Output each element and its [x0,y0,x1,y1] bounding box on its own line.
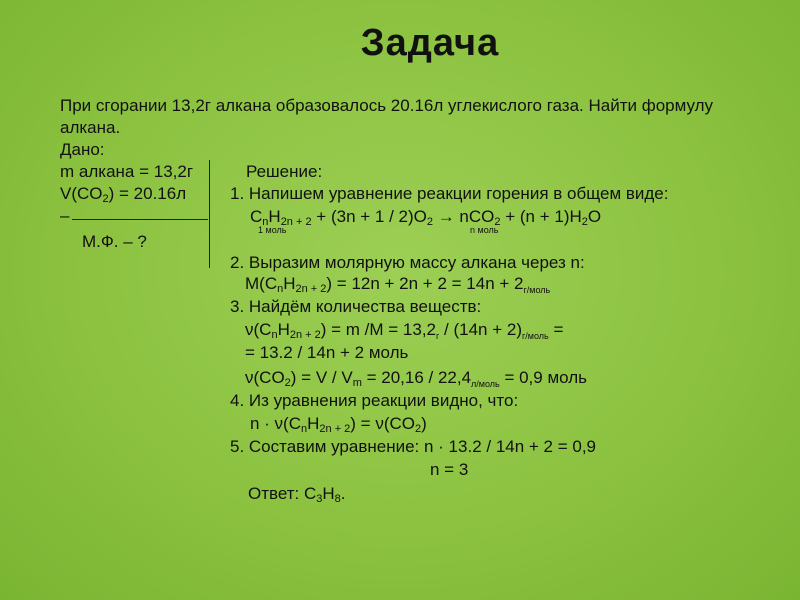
given-divider [209,160,210,268]
given-underline [72,219,208,220]
step-4: 4. Из уравнения реакции видно, что: [230,391,519,410]
step-3: 3. Найдём количества веществ: [230,297,482,316]
equation-ratio: $n \cdot \nu(C_nH_{2n + 2}) = \nu(CO_2)$ [250,414,427,435]
step-5: 5. Составим уравнение: n · 13.2 / 14n + 2 = 0,9 [230,437,597,456]
step-1: 1. Напишем уравнение реакции горения в общем виде: [230,184,669,203]
solution-label: Решение: [246,162,323,181]
equation-underlabel-left: 1 моль [258,225,287,235]
given-mass: m алкана = 13,2г [60,162,194,181]
given-label: Дано: [60,140,105,159]
problem-line-1: При сгорании 13,2г алкана образовалось 20.16л углекислого газа. Найти формулу [60,96,714,115]
given-dash: – [60,206,70,225]
equation-combustion: $C_nH_{2n + 2} + (3n + 1 / 2)O_2 \to nCO_2 + (n + 1)H_2O$ [250,207,602,228]
equation-underlabel-right: n моль [470,225,499,235]
given-find: М.Ф. – ? [82,232,147,251]
problem-line-2: алкана. [60,118,121,137]
slide-title: Задача [360,22,500,64]
answer: Ответ: $C_3H_8$. [248,484,346,505]
equation-amount-alkane-cont: = 13.2 / 14n + 2 моль [245,343,409,362]
given-volume: $V(CO_2) = 20.16л$ [60,184,187,205]
step-2: 2. Выразим молярную массу алкана через n: [230,253,585,272]
result-n: n = 3 [430,460,469,479]
equation-molar-mass: $M(C_nH_{2n + 2}) = 12n + 2n + 2 = 14n + 2_{г/моль}$ [245,274,551,295]
equation-amount-alkane: $\nu(C_nH_{2n + 2}) = m$ $/M = 13,2_г / (14n + 2)_{г/моль}$ = [245,320,564,341]
equation-amount-co2: $\nu(CO_2) = V / V_m = 20,16 / 22,4_{л/моль} = 0,9$ моль [245,368,587,389]
